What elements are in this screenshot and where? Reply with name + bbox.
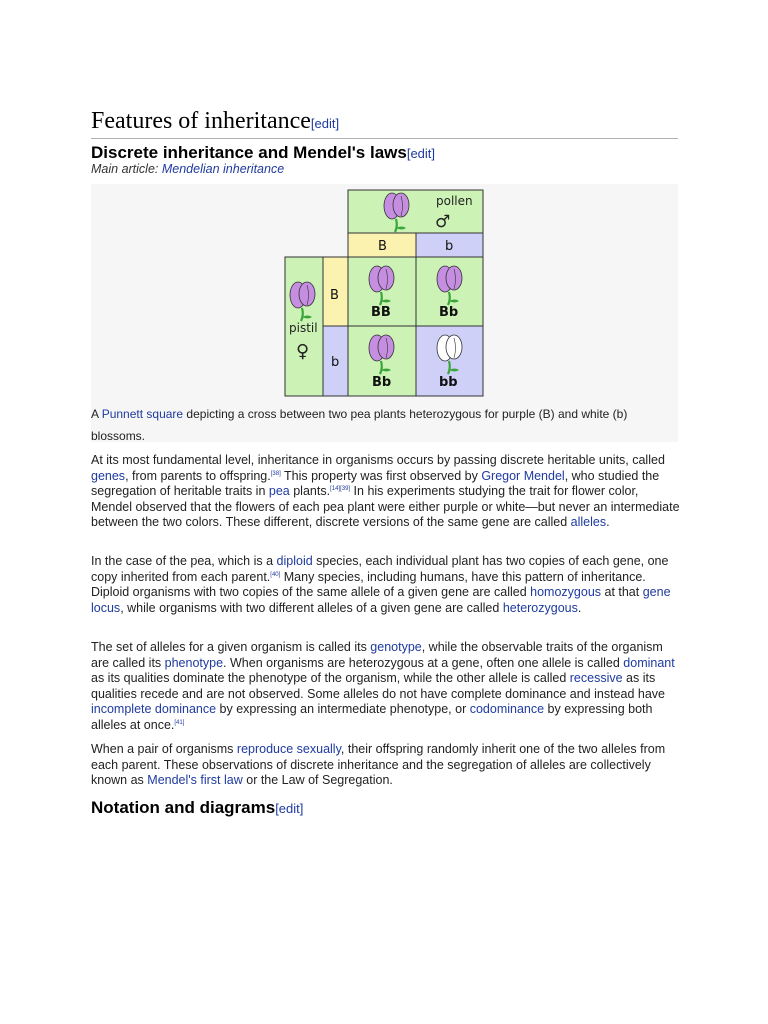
text: In the case of the pea, which is a <box>91 554 277 568</box>
genotype-link[interactable]: genotype <box>370 640 422 654</box>
caption-text: A <box>91 407 102 421</box>
text: , while organisms with two different alleles of a given gene are called <box>120 600 503 615</box>
genotype-Bb-bottom: Bb <box>372 375 392 390</box>
text: by expressing both alleles at once. <box>91 702 653 732</box>
diploid-link[interactable]: diploid <box>276 554 313 568</box>
dominant-link[interactable]: dominant <box>623 655 675 670</box>
punnett-square-diagram <box>91 184 678 399</box>
text: by expressing an intermediate phenotype, or <box>216 702 470 716</box>
heterozygous-link[interactable]: heterozygous <box>502 600 578 615</box>
text: at that <box>601 585 643 599</box>
genotype-BB: BB <box>371 305 391 320</box>
row-allele-B: B <box>330 288 339 303</box>
mendelian-inheritance-link[interactable]: Mendelian inheritance <box>161 162 285 176</box>
figure-caption <box>91 403 651 447</box>
reference-link[interactable]: [14][39] <box>330 485 351 492</box>
text: When a pair of organisms <box>91 742 237 756</box>
text: or the Law of Segregation. <box>242 773 393 787</box>
reference-link[interactable]: [40] <box>270 571 281 578</box>
reproduce-sexually-link[interactable]: reproduce sexually <box>236 742 341 756</box>
male-symbol: ♂ <box>435 212 451 232</box>
edit-link[interactable]: [edit] <box>406 146 436 161</box>
col-allele-B: B <box>378 239 387 254</box>
text: The set of alleles for a given organism is called its <box>91 640 371 654</box>
caption-text: depicting a cross between two pea plants heterozygous for purple (B) and white (b) blossoms. <box>91 407 628 443</box>
codominance-link[interactable]: codominance <box>469 702 545 716</box>
hatnote-prefix: Main article: <box>91 162 162 176</box>
genes-link[interactable]: genes <box>91 468 126 483</box>
recessive-link[interactable]: recessive <box>569 671 623 685</box>
text: , who studied the segregation of heritable traits in <box>91 468 660 498</box>
text: . <box>606 515 610 529</box>
homozygous-link[interactable]: homozygous <box>530 585 602 599</box>
text: Many species, including humans, have this pattern of inheritance. Diploid organisms with two copies of the same allele of a given gene are called <box>91 569 646 599</box>
incomplete-dominance-link[interactable]: incomplete dominance <box>91 702 217 716</box>
text: At its most fundamental level, inheritance in organisms occurs by passing discrete heritable units, called <box>91 453 665 467</box>
text: , their offspring randomly inherit one of the two alleles from each parent. These observations of discrete inheritance and the segregation of alleles are collectively known as <box>91 742 666 787</box>
punnett-square-link[interactable]: Punnett square <box>101 407 184 421</box>
heading-text: Features of inheritance <box>91 108 311 134</box>
paragraph-2 <box>91 554 681 616</box>
alleles-link[interactable]: alleles <box>570 515 607 529</box>
pollen-label: pollen <box>436 194 473 208</box>
edit-link[interactable]: [edit] <box>310 116 340 131</box>
text: This property was first observed by <box>280 468 482 483</box>
paragraph-4 <box>91 742 681 789</box>
row-allele-b: b <box>331 355 340 370</box>
female-symbol: ♀ <box>296 341 310 362</box>
text: as its qualities dominate the phenotype of the organism, while the other allele is called <box>91 671 570 685</box>
genotype-bb: bb <box>439 375 458 390</box>
text: species, each individual plant has two copies of each gene, one copy inherited from each parent. <box>91 554 669 584</box>
edit-link[interactable]: [edit] <box>275 801 304 816</box>
mendels-first-law-link[interactable]: Mendel's first law <box>147 773 243 787</box>
heading-text: Notation and diagrams <box>91 798 276 817</box>
genotype-Bb-top: Bb <box>439 305 459 320</box>
text: plants. <box>289 484 331 498</box>
text: In his experiments studying the trait for flower color, Mendel observed that the flowers of each pea plant were either purple or white—but never an intermediate between the two colors. These different, discrete versions of the same gene are called <box>91 484 680 529</box>
col-allele-b: b <box>445 239 454 254</box>
section-heading-features-of-inheritance <box>91 107 678 139</box>
text: as its qualities recede and are not observed. Some alleles do not have complete dominance and instead have <box>91 671 665 701</box>
pea-link[interactable]: pea <box>268 484 290 498</box>
punnett-square-figure <box>91 184 678 442</box>
gregor-mendel-link[interactable]: Gregor Mendel <box>481 468 565 483</box>
text: . <box>577 600 582 615</box>
text: , from parents to offspring. <box>125 468 271 483</box>
paragraph-1 <box>91 453 681 531</box>
reference-link[interactable]: [41] <box>174 719 185 726</box>
gene-locus-link[interactable]: gene locus <box>91 585 671 615</box>
reference-link[interactable]: [38] <box>270 470 281 477</box>
paragraph-3 <box>91 640 681 733</box>
phenotype-link[interactable]: phenotype <box>164 655 224 670</box>
heading-text: Discrete inheritance and Mendel's laws <box>91 143 407 162</box>
pistil-label: pistil <box>289 321 318 335</box>
text: , while the observable traits of the organism are called its <box>91 640 663 670</box>
main-article-hatnote <box>91 162 284 176</box>
subsection-heading-notation-and-diagrams <box>91 797 303 820</box>
text: . When organisms are heterozygous at a gene, often one allele is called <box>223 655 624 670</box>
